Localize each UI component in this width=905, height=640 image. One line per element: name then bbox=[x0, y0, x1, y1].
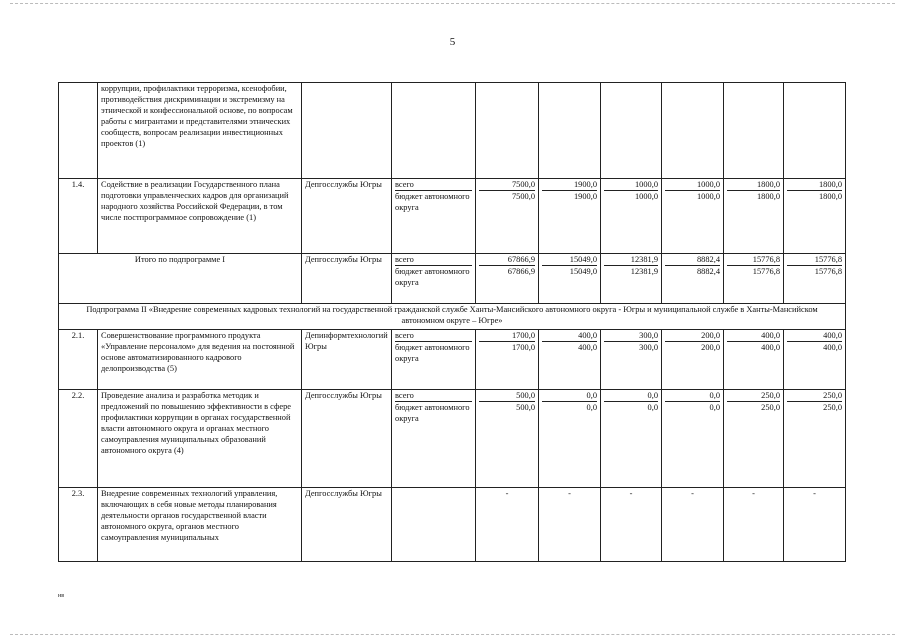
activity-name: Содействие в реализации Государственного плана подготовки управленческих кадров для организаций народного хозяйства Российской Федерации, в том числе постпрограммное сопровождение (1) bbox=[98, 179, 302, 254]
amount-total: - bbox=[476, 488, 539, 562]
subprogram-title: Подпрограмма II «Внедрение современных кадровых технологий на государственной гражданской службе Ханты-Мансийского автономного округа - Югры и муниципальной службе в Ханты-Мансийском автономном округе – Югре» bbox=[59, 304, 846, 330]
program-table bbox=[58, 82, 846, 562]
amount-year-4: 250,0 250,0 bbox=[724, 390, 784, 488]
amount-year-2: 12381,9 12381,9 bbox=[601, 254, 662, 304]
executor: Депгосслужбы Югры bbox=[302, 488, 392, 562]
row-number: 1.4. bbox=[59, 179, 98, 254]
amount-year-4: 1800,0 1800,0 bbox=[724, 179, 784, 254]
bottom-scan-edge bbox=[10, 634, 895, 635]
amount-year-3: - bbox=[662, 488, 724, 562]
funding-source bbox=[392, 488, 476, 562]
amount-total: 1700,0 1700,0 bbox=[476, 330, 539, 390]
amount-year-2: - bbox=[601, 488, 662, 562]
executor: Депинформтехнологий Югры bbox=[302, 330, 392, 390]
amount-year-3: 0,0 0,0 bbox=[662, 390, 724, 488]
total-label: Итого по подпрограмме I bbox=[59, 254, 302, 304]
top-scan-edge bbox=[10, 3, 895, 4]
activity-name: Проведение анализа и разработка методик и предложений по повышению эффективности в сфере профилактики коррупции в органах государственной власти автономного округа и органах местного самоуправления муниципальных образований автономного округа (4) bbox=[98, 390, 302, 488]
amount-total: 7500,0 7500,0 bbox=[476, 179, 539, 254]
table-row-2-2 bbox=[59, 390, 846, 488]
amount-year-5: 1800,0 1800,0 bbox=[784, 179, 846, 254]
amount-year-4: 400,0 400,0 bbox=[724, 330, 784, 390]
executor: Депгосслужбы Югры bbox=[302, 254, 392, 304]
table-row-2-1 bbox=[59, 330, 846, 390]
amount-year-3: 1000,0 1000,0 bbox=[662, 179, 724, 254]
amount-total: 500,0 500,0 bbox=[476, 390, 539, 488]
executor: Депгосслужбы Югры bbox=[302, 390, 392, 488]
row-number: 2.2. bbox=[59, 390, 98, 488]
amount-year-3: 8882,4 8882,4 bbox=[662, 254, 724, 304]
executor: Депгосслужбы Югры bbox=[302, 179, 392, 254]
table-row-continuation bbox=[59, 83, 846, 179]
amount-year-5: 250,0 250,0 bbox=[784, 390, 846, 488]
activity-name: Внедрение современных технологий управления, включающих в себя новые методы планирования деятельности органов государственной власти автономного округа, органов местного самоуправления муниципальных bbox=[98, 488, 302, 562]
amount-year-1: 400,0 400,0 bbox=[539, 330, 601, 390]
activity-name: коррупции, профилактики терроризма, ксенофобии, противодействия дискриминации и экстремизму на этнической и конфессиональной основе, по вопросам работы с мигрантами и представителями этнических сообществ, вопросам реализации инвестиционных проектов (1) bbox=[98, 83, 302, 179]
table-row-subprogram-2-heading bbox=[59, 304, 846, 330]
amount-year-5: 15776,8 15776,8 bbox=[784, 254, 846, 304]
funding-source: всего бюджет автономного округа bbox=[392, 330, 476, 390]
amount-year-3: 200,0 200,0 bbox=[662, 330, 724, 390]
funding-source: всего бюджет автономного округа bbox=[392, 390, 476, 488]
amount-year-4: 15776,8 15776,8 bbox=[724, 254, 784, 304]
amount-total: 67866,9 67866,9 bbox=[476, 254, 539, 304]
footer-mark: нв bbox=[58, 593, 65, 599]
table-row-total-subprogram-1 bbox=[59, 254, 846, 304]
row-number: 2.1. bbox=[59, 330, 98, 390]
funding-source: всего бюджет автономного округа bbox=[392, 254, 476, 304]
amount-year-1: 0,0 0,0 bbox=[539, 390, 601, 488]
row-number: 2.3. bbox=[59, 488, 98, 562]
amount-year-5: 400,0 400,0 bbox=[784, 330, 846, 390]
amount-year-1: - bbox=[539, 488, 601, 562]
amount-year-4: - bbox=[724, 488, 784, 562]
funding-source: всего бюджет автономного округа bbox=[392, 179, 476, 254]
page-number: 5 bbox=[449, 36, 456, 48]
amount-year-2: 1000,0 1000,0 bbox=[601, 179, 662, 254]
amount-year-2: 300,0 300,0 bbox=[601, 330, 662, 390]
table-row-1-4 bbox=[59, 179, 846, 254]
table-row-2-3 bbox=[59, 488, 846, 562]
amount-year-5: - bbox=[784, 488, 846, 562]
amount-year-1: 1900,0 1900,0 bbox=[539, 179, 601, 254]
amount-year-2: 0,0 0,0 bbox=[601, 390, 662, 488]
amount-year-1: 15049,0 15049,0 bbox=[539, 254, 601, 304]
activity-name: Совершенствование программного продукта «Управление персоналом» для ведения на постоянной основе автоматизированного кадрового делопроизводства (5) bbox=[98, 330, 302, 390]
